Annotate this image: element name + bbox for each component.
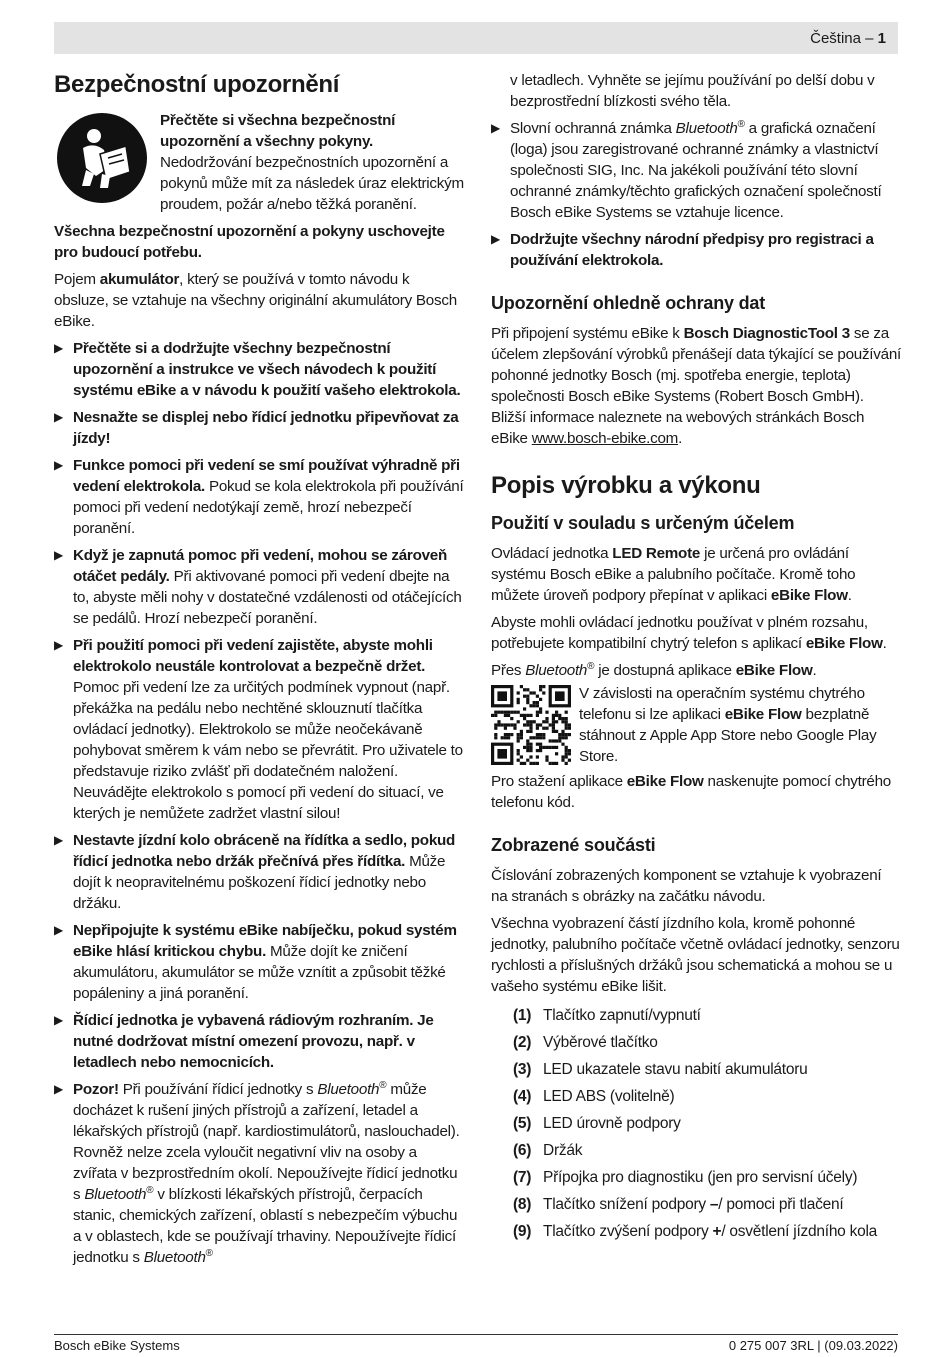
dot-3: . <box>812 662 817 679</box>
footer-brand: Bosch eBike Systems <box>54 1338 180 1353</box>
ebike-flow-2: eBike Flow <box>805 635 883 652</box>
reg-1: ® <box>379 1079 387 1091</box>
pozor-1: Při používání řídicí jednotky s <box>118 1081 318 1098</box>
bluetooth-2: Bluetooth <box>84 1186 147 1203</box>
continued-text: v letadlech. Vyhněte se jejímu používání po delší dobu v bezprostřední blízkosti svého těla. <box>510 72 875 110</box>
qr-text <box>579 683 901 767</box>
header-bar <box>54 22 898 54</box>
bullet-bold: Funkce pomoci při vedení se smí používat výhradně při vedení elektrokola. <box>73 457 460 495</box>
use-1: Ovládací jednotka <box>491 545 613 562</box>
data-2: se za účelem zlepšování výrobků přenášejí data týkající se používání pohonné jednotky Bosch (mj. spotřeba energie, teplota) společnosti Bosch eBike Systems (Robert Bosch GmbH). Bližší informace naleznete na webových stránkách Bosch eBike <box>491 325 901 447</box>
led-remote: LED Remote <box>612 545 701 562</box>
bullet-text: Pokud se kola elektrokola při používání pomoci při vedení nedotýkají země, hrozí nebezpečí poranění. <box>73 478 464 537</box>
bluetooth-3: Bluetooth <box>143 1249 206 1266</box>
bluetooth-5: Bluetooth <box>525 662 588 679</box>
section-title-product: Popis výrobku a výkonu <box>491 472 761 499</box>
component-label: Přípojka pro diagnostiku (jen pro servisní účely) <box>543 1169 858 1186</box>
qr-code-icon[interactable] <box>491 685 571 765</box>
intro-bold: Přečtěte si všechna bezpečnostní upozornění a všechny pokyny. <box>160 112 396 150</box>
reg-3: ® <box>205 1247 213 1259</box>
triangle-bullet-icon: ▶ <box>54 341 63 355</box>
safety-bullet-list <box>54 338 464 1073</box>
bullet-continued <box>491 70 901 112</box>
data-1: Při připojení systému eBike k <box>491 325 684 342</box>
component-item <box>491 1086 901 1107</box>
component-item <box>491 1032 901 1053</box>
bullet-bold: Při použití pomoci při vedení zajistěte, abyste mohli elektrokolo neustále kontrolovat a bezpečně držet. <box>73 637 433 675</box>
heading-components: Zobrazené součásti <box>491 835 656 855</box>
component-number: (3) <box>513 1061 532 1078</box>
component-item <box>491 1113 901 1134</box>
safety-bullet <box>54 407 464 449</box>
bosch-ebike-link[interactable]: www.bosch-ebike.com <box>531 430 679 447</box>
component-item <box>491 1194 901 1215</box>
safety-bullet <box>54 635 464 824</box>
safety-intro <box>54 110 464 215</box>
triangle-bullet-icon: ▶ <box>491 232 500 246</box>
reg-2: ® <box>146 1184 154 1196</box>
component-number: (5) <box>513 1115 532 1132</box>
qr-block <box>491 683 901 767</box>
national-rules: Dodržujte všechny národní předpisy pro registraci a používání elektrokola. <box>510 231 874 269</box>
term-battery <box>54 269 464 332</box>
right-column <box>491 70 901 1248</box>
app-2: je dostupná aplikace <box>594 662 736 679</box>
component-label: LED ABS (volitelně) <box>543 1088 675 1105</box>
bullet-text: Může dojít k neopravitelnému poškození řídicí jednotky nebo držáku. <box>73 853 446 912</box>
bullet-text: Při aktivované pomoci při vedení dbejte na to, abyste měli nohy v dostatečné vzdálenosti od otáčejících se pedálů. Hrozí nebezpečí poranění. <box>73 568 462 627</box>
pozor-3: v blízkosti lékařských přístrojů, čerpacích stanic, chemických zařízení, oblastí s nebezpečím výbuchu a v oblastech, kde se používají trhaviny. Nepoužívejte řídicí jednotku s <box>73 1186 458 1266</box>
safety-bullet <box>54 1010 464 1073</box>
component-label: Tlačítko snížení podpory –/ pomoci při tlačení <box>543 1196 844 1213</box>
triangle-bullet-icon: ▶ <box>54 1013 63 1027</box>
heading-data-protection: Upozornění ohledně ochrany dat <box>491 293 766 313</box>
data-protection-text <box>491 323 901 449</box>
qr-2: bezplatně stáhnout z Apple App Store nebo Google Play Store. <box>579 706 877 765</box>
intro-text: Nedodržování bezpečnostních upozornění a pokynů může mít za následek úraz elektrickým proudem, požár a/nebo těžká poranění. <box>160 154 464 213</box>
footer-divider <box>54 1334 898 1335</box>
component-number: (7) <box>513 1169 532 1186</box>
tm-1: Slovní ochranná známka <box>510 120 676 137</box>
app-text <box>491 660 901 681</box>
ebike-flow-3: eBike Flow <box>735 662 813 679</box>
component-item <box>491 1005 901 1026</box>
component-item <box>491 1167 901 1188</box>
app-1: Přes <box>491 662 526 679</box>
safety-bullet <box>54 338 464 401</box>
component-number: (2) <box>513 1034 532 1051</box>
component-number: (6) <box>513 1142 532 1159</box>
safety-bullet <box>54 545 464 629</box>
pozor-bold: Pozor! <box>73 1081 119 1098</box>
component-number: (4) <box>513 1088 532 1105</box>
ebike-flow-4: eBike Flow <box>724 706 802 723</box>
bluetooth-1: Bluetooth <box>317 1081 380 1098</box>
component-label: Držák <box>543 1142 583 1159</box>
tm-2: a grafická označení (loga) jsou zaregistrované ochranné známky a vlastnictví společnosti SIG, Inc. Na jakékoli používání této slovní ochranné známky/těchto grafických označení společností Bosch eBike Systems se vztahuje licence. <box>510 120 882 221</box>
triangle-bullet-icon: ▶ <box>491 121 500 135</box>
bullet-bold: Když je zapnutá pomoc při vedení, mohou se zároveň otáčet pedály. <box>73 547 448 585</box>
use-2: je určená pro ovládání systému Bosch eBike a palubního počítače. Kromě toho můžete úroveň podpory přepínat v aplikaci <box>491 545 856 604</box>
component-label: Tlačítko zapnutí/vypnutí <box>543 1007 701 1024</box>
left-column <box>54 70 464 1274</box>
section-title-safety: Bezpečnostní upozornění <box>54 71 340 98</box>
ebike-flow-1: eBike Flow <box>770 587 848 604</box>
triangle-bullet-icon: ▶ <box>54 410 63 424</box>
pozor-2: může docházet k rušení jiných přístrojů a zařízení, letadel a lékařských přístrojů (např. kardiostimulátorů, naslouchadel). Rovněž nelze zcela vyloučit negativní vliv na osoby a zvířata v bezprostředním okolí. Nepoužívejte řídicí jednotku s <box>73 1081 460 1203</box>
reg-5: ® <box>587 660 595 672</box>
component-item <box>491 1059 901 1080</box>
ebike-flow-5: eBike Flow <box>626 773 704 790</box>
qr-1: V závislosti na operačním systému chytrého telefonu si lze aplikaci <box>579 685 865 723</box>
bullet-national <box>491 229 901 271</box>
bullet-bold: Nesnažte se displej nebo řídicí jednotku připevňovat za jízdy! <box>73 409 459 447</box>
component-label: LED ukazatele stavu nabití akumulátoru <box>543 1061 808 1078</box>
safety-bullet <box>54 920 464 1004</box>
phone-1: Abyste mohli ovládací jednotku používat v plném rozsahu, potřebujete kompatibilní chytrý telefon s aplikací <box>491 614 868 652</box>
triangle-bullet-icon: ▶ <box>54 833 63 847</box>
data-bold: Bosch DiagnosticTool 3 <box>683 325 850 342</box>
page-number: 1 <box>877 30 886 47</box>
bullet-text: Může dojít ke zničení akumulátoru, akumulátor se může vznítit a způsobit těžké popáleniny a jiná poranění. <box>73 943 446 1002</box>
triangle-bullet-icon: ▶ <box>54 1082 63 1096</box>
bluetooth-4: Bluetooth <box>675 120 738 137</box>
component-label: Tlačítko zvýšení podpory +/ osvětlení jízdního kola <box>543 1223 878 1240</box>
component-number: (1) <box>513 1007 532 1024</box>
component-label: LED úrovně podpory <box>543 1115 681 1132</box>
intended-use-text <box>491 543 901 606</box>
components-text-1: Číslování zobrazených komponent se vztahuje k vyobrazení na stranách s obrázky na začátku návodu. <box>491 867 882 905</box>
footer-doc-number: 0 275 007 3RL | (09.03.2022) <box>728 1338 898 1353</box>
safety-bullet <box>54 455 464 539</box>
component-item <box>491 1221 901 1242</box>
reg-4: ® <box>737 118 745 130</box>
term-c: , který se používá v tomto návodu k obsluze, se vztahuje na všechny originální akumulátory Bosch eBike. <box>54 271 457 330</box>
bullet-text: Pomoc při vedení lze za určitých podmínek vypnout (např. překážka na pedálu nebo nechtěné sklouznutí tlačítka ovládací jednotky). Elektrokolo se může neočekávaně pohybovat směrem k vám nebo se převrátit. Pro uživatele to představuje riziko zvlášť při dodatečném naložení. Neuvádějte elektrokolo s pomocí při vedení do situací, ve kterých je nemůžete zadržet vlastní silou! <box>73 679 463 822</box>
bullet-bold: Řídicí jednotka je vybavená rádiovým rozhraním. Je nutné dodržovat místní omezení provozu, např. v letadlech nebo nemocnicích. <box>73 1012 434 1071</box>
bullet-bold: Nepřipojujte k systému eBike nabíječku, pokud systém eBike hlásí kritickou chybu. <box>73 922 457 960</box>
scan-text <box>491 771 901 813</box>
term-a: Pojem <box>54 271 100 288</box>
components-list <box>491 1005 901 1242</box>
component-label: Výběrové tlačítko <box>543 1034 658 1051</box>
heading-intended-use: Použití v souladu s určeným účelem <box>491 513 795 533</box>
bullet-pozor <box>54 1079 464 1268</box>
triangle-bullet-icon: ▶ <box>54 548 63 562</box>
scan-1: Pro stažení aplikace <box>491 773 627 790</box>
components-text-2: Všechna vyobrazení částí jízdního kola, kromě pohonné jednotky, palubního počítače včetně ovládací jednotky, senzoru rychlosti a příslušných držáků jsou schematická a mohou se u vašeho systému eBike lišit. <box>491 915 900 995</box>
keep-instructions: Všechna bezpečnostní upozornění a pokyny uschovejte pro budoucí potřebu. <box>54 223 445 261</box>
scan-2: naskenujte pomocí chytrého telefonu kód. <box>491 773 892 811</box>
triangle-bullet-icon: ▶ <box>54 638 63 652</box>
dot-2: . <box>882 635 887 652</box>
triangle-bullet-icon: ▶ <box>54 923 63 937</box>
read-manual-icon <box>56 112 148 204</box>
component-number: (9) <box>513 1223 532 1240</box>
safety-bullet <box>54 830 464 914</box>
bullet-bold: Nestavte jízdní kolo obráceně na řídítka a sedlo, pokud řídicí jednotka nebo držák přečnívá přes řídítka. <box>73 832 456 870</box>
bullet-trademark <box>491 118 901 223</box>
bullet-bold: Přečtěte si a dodržujte všechny bezpečnostní upozornění a instrukce ve všech návodech k použití systému eBike a v návodu k použití vašeho elektrokola. <box>73 340 461 399</box>
term-b: akumulátor <box>99 271 180 288</box>
header-lang: Čeština – <box>810 30 874 47</box>
component-item <box>491 1140 901 1161</box>
dot-1: . <box>847 587 852 604</box>
triangle-bullet-icon: ▶ <box>54 458 63 472</box>
component-number: (8) <box>513 1196 532 1213</box>
phone-text <box>491 612 901 654</box>
data-end: . <box>678 430 683 447</box>
page-header-language <box>810 30 886 47</box>
